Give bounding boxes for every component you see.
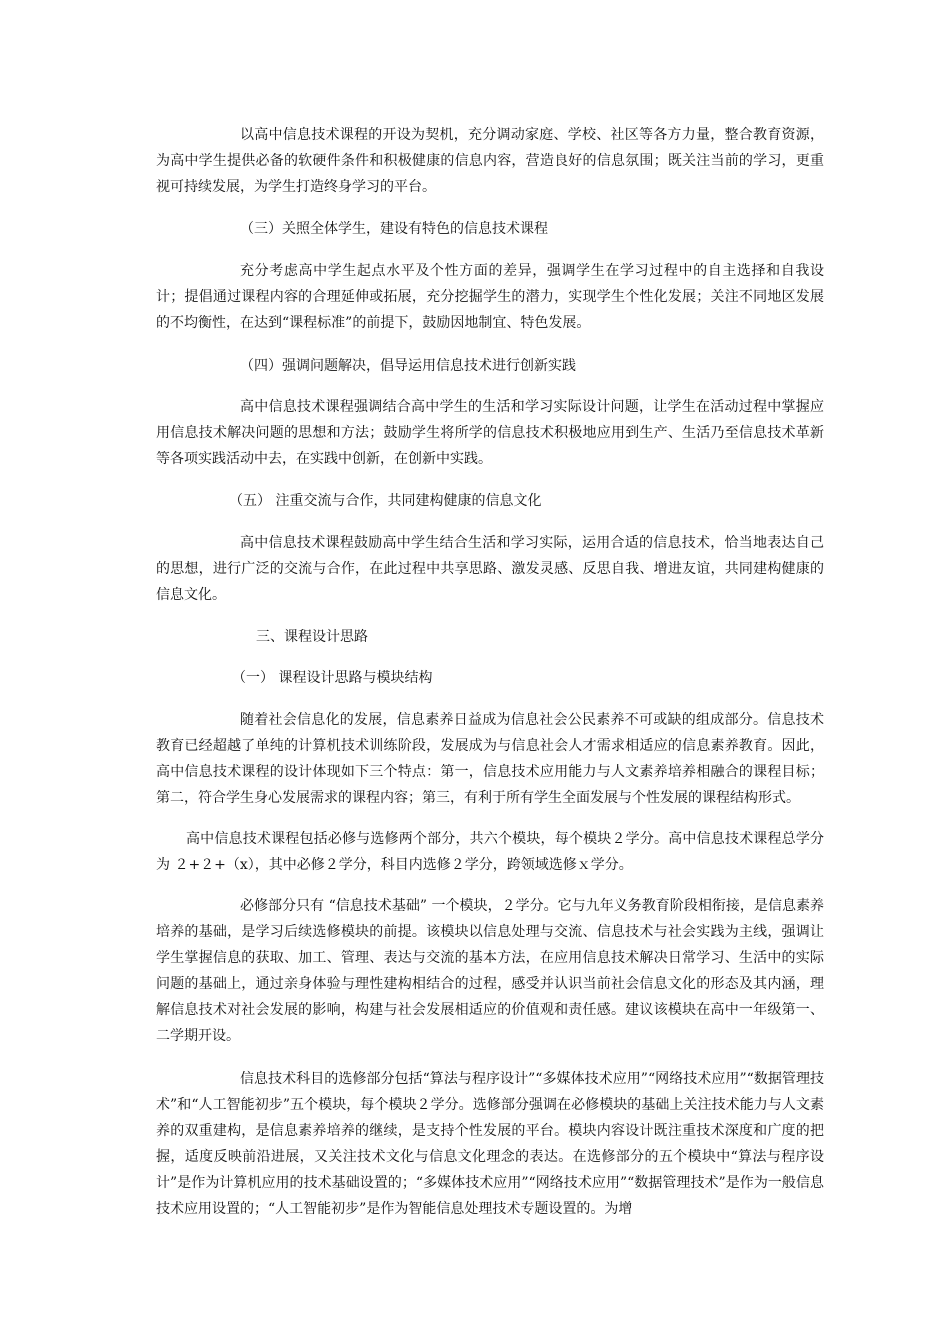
heading-four: （四）强调问题解决，倡导运用信息技术进行创新实践 xyxy=(240,358,576,374)
paragraph-elective-modules: 信息技术科目的选修部分包括“算法与程序设计”“多媒体技术应用”“网络技术应用”“数据管理技术”和“人工智能初步”五个模块，每个模块２学分。选修部分强调在必修模块的基础上关注技术能力与人文素养的双重建构，是信息素养培养的继续，是支持个性发展的平台。模块内容设计既注重技术深度和广度的把握，适度反映前沿进展，又关注技术文化与信息文化理念的表达。在选修部分的五个模块中“算法与程序设计”是作为计算机应用的技术基础设置的；“多媒体技术应用”“网络技术应用”“数据管理技术”是作为一般信息技术应用设置的；“人工智能初步”是作为智能信息处理技术专题设置的。为增 xyxy=(156,1071,824,1217)
paragraph-problem-solving: 高中信息技术课程强调结合高中学生的生活和学习实际设计问题，让学生在活动过程中掌握应用信息技术解决问题的思想和方法；鼓励学生将所学的信息技术积极地应用到生产、生活乃至信息技术革新等各项实践活动中去，在实践中创新，在创新中实践。 xyxy=(156,399,824,467)
section-heading-course-design: 三、课程设计思路 xyxy=(256,629,368,645)
paragraph-communication: 高中信息技术课程鼓励高中学生结合生活和学习实际，运用合适的信息技术，恰当地表达自己的思想，进行广泛的交流与合作，在此过程中共享思路、激发灵感、反思自我、增进友谊，共同建构健康的信息文化。 xyxy=(156,535,824,603)
paragraph-credits: 高中信息技术课程包括必修与选修两个部分，共六个模块，每个模块２学分。高中信息技术课程总学分为 ２+２+（x），其中必修２学分，科目内选修２学分，跨领域选修ｘ学分。 xyxy=(156,831,824,873)
heading-five: （五） 注重交流与合作，共同建构健康的信息文化 xyxy=(229,493,542,509)
paragraph-information-literacy: 随着社会信息化的发展，信息素养日益成为信息社会公民素养不可或缺的组成部分。信息技术教育已经超越了单纯的计算机技术训练阶段，发展成为与信息社会人才需求相适应的信息素养教育。因此，高中信息技术课程的设计体现如下三个特点：第一，信息技术应用能力与人文素养培养相融合的课程目标；第二，符合学生身心发展需求的课程内容；第三，有利于所有学生全面发展与个性发展的课程结构形式。 xyxy=(156,712,824,806)
paragraph-opening: 以高中信息技术课程的开设为契机，充分调动家庭、学校、社区等各方力量，整合教育资源，为高中学生提供必备的软硬件条件和积极健康的信息内容，营造良好的信息氛围；既关注当前的学习，更重视可持续发展，为学生打造终身学习的平台。 xyxy=(156,127,824,195)
paragraph-required-module: 必修部分只有 “信息技术基础” 一个模块，２学分。它与九年义务教育阶段相衔接，是信息素养培养的基础，是学习后续选修模块的前提。该模块以信息处理与交流、信息技术与社会实践为主线，强调让学生掌握信息的获取、加工、管理、表达与交流的基本方法，在应用信息技术解决日常学习、生活中的实际问题的基础上，通过亲身体验与理性建构相结合的过程，感受并认识当前社会信息文化的形态及其内涵，理解信息技术对社会发展的影响，构建与社会发展相适应的价值观和责任感。建议该模块在高中一年级第一、二学期开设。 xyxy=(156,898,824,1044)
subheading-module-structure: （一） 课程设计思路与模块结构 xyxy=(232,670,433,686)
paragraph-individual-differences: 充分考虑高中学生起点水平及个性方面的差异，强调学生在学习过程中的自主选择和自我设计；提倡通过课程内容的合理延伸或拓展，充分挖掘学生的潜力，实现学生个性化发展；关注不同地区发展的不均衡性，在达到“课程标准”的前提下，鼓励因地制宜、特色发展。 xyxy=(156,263,824,331)
heading-three: （三）关照全体学生，建设有特色的信息技术课程 xyxy=(240,221,548,237)
